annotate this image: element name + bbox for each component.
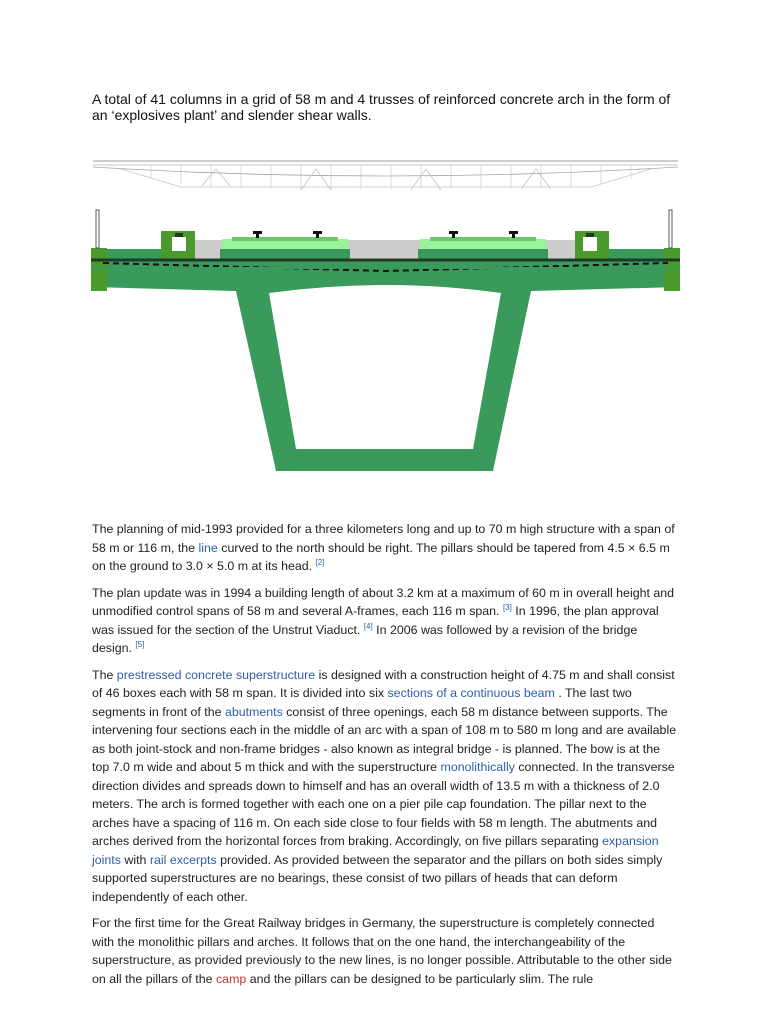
reference-4[interactable]: [4]	[363, 621, 373, 631]
text-run: For the first time for the Great Railway bridges in Germany, the superstructure is completely connected with the monolithic pillars and arches. It follows that on the one hand, the interchangeability of the superstructure, as provided previously to the new lines, is no longer possible. Attributable to the other side on all the pillars of the	[92, 916, 672, 986]
reference-5[interactable]: [5]	[135, 639, 145, 649]
text-run: In 1996, the plan approval was issued for the section of the Unstrut Viaduct.	[92, 604, 659, 637]
link-camp[interactable]: camp	[215, 971, 247, 986]
link-monolithically[interactable]: monolithically	[440, 760, 515, 774]
text-run: with	[120, 852, 150, 867]
box-girder-cross-section-figure	[91, 207, 680, 473]
text-run: . The last two segments in front of the	[92, 686, 632, 719]
reference-3[interactable]: [3]	[502, 602, 512, 612]
intro-text: A total of 41 columns in a grid of 58 m and 4 trusses of reinforced concrete arch in the form of an ‘explosives plant’ and slender shear walls.	[92, 91, 671, 123]
text-run: The plan update was in 1994 a building length of about 3.2 km at a maximum of 60 m in overall height and unmodified control spans of 58 m and several A-frames, each 116 m span.	[92, 585, 675, 618]
paragraph-planning	[92, 520, 678, 576]
text-run: The planning of mid-1993 provided for a three kilometers long and up to 70 m high structure with a span of 58 m or 116 m, the	[92, 522, 675, 555]
link-line[interactable]: line	[198, 540, 218, 555]
text-run: and the pillars can be designed to be particularly slim. The rule	[246, 971, 594, 986]
text-run: consist of three openings, each 58 m distance between supports. The intervening four sections each in the middle of an arc with a span of 108 m to 580 m long and are available as both joint-stock and non-frame bridges - also known as integral bridge - is planned. The bow is at the top 7.0 m wide and about 5 m thick and with the superstructure	[92, 704, 677, 774]
reference-2[interactable]: [2]	[315, 557, 325, 567]
link-sections-of-continuous-beam[interactable]: sections of a continuous beam	[387, 686, 555, 700]
paragraph-monolithic	[92, 914, 678, 988]
article-body	[92, 520, 678, 996]
text-run: The	[92, 667, 117, 682]
text-run: connected. In the transverse direction divides and spreads down to himself and has an overall width of 13.5 m with a thickness of 2.0 meters. The arch is formed together with each one on a pier pile cap foundation. The pillar next to the arches have a spacing of 116 m. On each side close to four fields with 58 m length. The abutments and arches derived from the horizontal forces from braking. Accordingly, on five pillars separating	[92, 760, 675, 848]
text-run: is designed with a construction height of 4.75 m and shall consist of 46 boxes each with 58 m span. It is divided into six	[92, 667, 675, 700]
text-run: In 2006 was followed by a revision of the bridge design.	[92, 622, 638, 655]
link-rail-excerpts[interactable]: rail excerpts	[149, 852, 217, 867]
text-run: curved to the north should be right. The pillars should be tapered from 4.5 × 6.5 m on the ground to 3.0 × 5.0 m at its head.	[92, 540, 670, 573]
viaduct-elevation-figure	[91, 157, 680, 193]
link-abutments[interactable]: abutments	[224, 704, 283, 719]
text-run: provided. As provided between the separator and the pillars on both sides simply supported superstructures are no bearings, these consist of two pillars of heads that can deform independently of each other.	[92, 852, 663, 904]
link-prestressed-concrete-superstructure[interactable]: prestressed concrete superstructure	[116, 667, 316, 682]
paragraph-superstructure	[92, 666, 678, 907]
paragraph-plan-update	[92, 584, 678, 658]
link-expansion-joints[interactable]: expansion joints	[92, 834, 659, 867]
